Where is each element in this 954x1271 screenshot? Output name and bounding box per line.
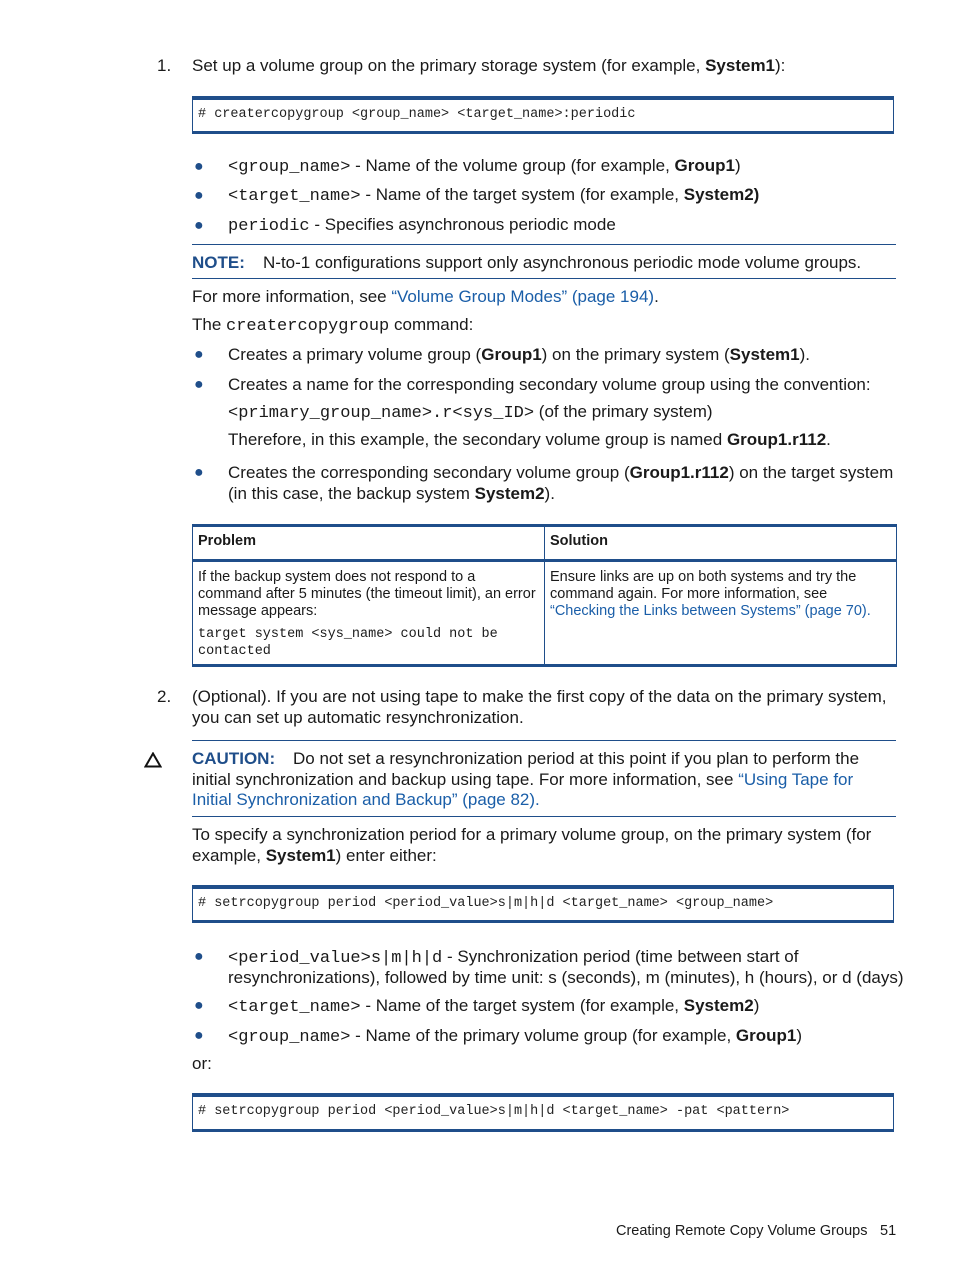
bold: Group1.r112 bbox=[629, 463, 729, 482]
text: ). bbox=[799, 345, 810, 364]
code-block-setrcopygroup: # setrcopygroup period <period_value>s|m|h|d <target_name> <group_name> bbox=[192, 885, 894, 923]
bullet-period-value bbox=[228, 947, 798, 968]
bullet-tail: ) bbox=[734, 156, 741, 175]
caution-line3 bbox=[192, 790, 540, 810]
convention-code: <primary_group_name>.r<sys_ID> bbox=[228, 404, 535, 423]
text: Creates a primary volume group ( bbox=[228, 345, 482, 364]
bullet-bold: Group1 bbox=[674, 156, 735, 175]
text: ) on the target system bbox=[728, 463, 894, 482]
bold: System1 bbox=[729, 345, 800, 364]
solution-text bbox=[550, 569, 891, 620]
the-command bbox=[192, 315, 473, 336]
caution-label: CAUTION: bbox=[192, 749, 276, 768]
table-header-problem: Problem bbox=[193, 526, 545, 561]
bullet-code: <target_name> bbox=[228, 998, 361, 1017]
step-2-number: 2. bbox=[157, 687, 172, 706]
volume-group-modes-link[interactable]: “Volume Group Modes” (page 194) bbox=[391, 287, 655, 306]
more-info-prefix: For more information, see bbox=[192, 287, 392, 306]
bullet-dot: ● bbox=[194, 346, 204, 363]
bold: System1 bbox=[265, 846, 336, 865]
step-1-bold: System1 bbox=[705, 56, 776, 75]
bullet-dot: ● bbox=[194, 217, 204, 234]
bullet-creates-name: Creates a name for the corresponding secondary volume group using the convention: bbox=[228, 375, 871, 394]
note-text: N-to-1 configurations support only asynchronous periodic mode volume groups. bbox=[263, 253, 862, 272]
problem-code: target system <sys_name> could not be contacted bbox=[198, 627, 498, 659]
step-2-line1: (Optional). If you are not using tape to make the first copy of the data on the primary system, bbox=[192, 687, 887, 706]
bullet-dot: ● bbox=[194, 464, 204, 481]
more-info-suffix: . bbox=[654, 287, 659, 306]
bullet-dot: ● bbox=[194, 187, 204, 204]
bullet-code: <target_name> bbox=[228, 187, 361, 206]
bullet-dot: ● bbox=[194, 1027, 204, 1044]
bullet-dot: ● bbox=[194, 158, 204, 175]
table-header-row bbox=[193, 526, 897, 561]
more-info bbox=[192, 287, 659, 307]
therefore-line bbox=[228, 430, 831, 450]
bullet-target-name bbox=[228, 185, 759, 206]
step-1-text-b: ): bbox=[775, 56, 786, 75]
solution-tail: . bbox=[866, 603, 871, 619]
text: ) enter either: bbox=[335, 846, 437, 865]
using-tape-link-cont[interactable]: Initial Synchronization and Backup” (page 82) bbox=[192, 790, 536, 809]
specify-line1: To specify a synchronization period for a primary volume group, on the primary system (for bbox=[192, 825, 872, 844]
specify-line2 bbox=[192, 846, 437, 866]
bold: Group1.r112 bbox=[726, 430, 827, 449]
bullet-group-name-2 bbox=[228, 1026, 802, 1047]
step-2-line2: you can set up automatic resynchronization. bbox=[192, 708, 524, 727]
bullet-text: - Synchronization period (time between start of bbox=[442, 947, 799, 966]
text: Creates the corresponding secondary volume group ( bbox=[228, 463, 630, 482]
table-header-solution: Solution bbox=[545, 526, 897, 561]
or-label: or: bbox=[192, 1054, 212, 1073]
bullet-code: <group_name> bbox=[228, 158, 351, 177]
caution-bottom-rule bbox=[192, 816, 896, 817]
caution bbox=[192, 749, 275, 769]
text: ). bbox=[544, 484, 555, 503]
bullet-creates-secondary-line2 bbox=[228, 484, 555, 504]
caution-tail: . bbox=[535, 790, 540, 809]
bullet-text: - Name of the volume group (for example, bbox=[350, 156, 675, 175]
problem-solution-table bbox=[192, 524, 897, 667]
bullet-bold: System2 bbox=[683, 996, 754, 1015]
bullet-tail: ) bbox=[753, 996, 760, 1015]
note-bottom-rule bbox=[192, 278, 896, 279]
table-row bbox=[193, 561, 897, 666]
bold: Group1 bbox=[481, 345, 542, 364]
table-cell-problem bbox=[193, 561, 545, 666]
bullet-period-value-line2: resynchronizations), followed by time unit: s (seconds), m (minutes), h (hours), or d (days) bbox=[228, 968, 904, 987]
step-1-text-a: Set up a volume group on the primary storage system (for example, bbox=[192, 56, 706, 75]
checking-links-link[interactable]: “Checking the Links between Systems” (page 70) bbox=[550, 603, 867, 619]
convention-tail: (of the primary system) bbox=[534, 402, 713, 421]
page-number: 51 bbox=[880, 1223, 897, 1239]
note-label: NOTE: bbox=[192, 253, 245, 272]
text: initial synchronization and backup using tape. For more information, see bbox=[192, 770, 739, 789]
text: ) on the primary system ( bbox=[541, 345, 730, 364]
code-block-setrcopygroup-pattern: # setrcopygroup period <period_value>s|m|h|d <target_name> -pat <pattern> bbox=[192, 1093, 894, 1132]
bullet-text: - Name of the target system (for example, bbox=[360, 185, 684, 204]
step-1-text bbox=[192, 56, 785, 76]
convention-line bbox=[228, 402, 713, 423]
bullet-code: periodic bbox=[228, 217, 310, 236]
bold: System2 bbox=[474, 484, 545, 503]
bullet-bold: Group1 bbox=[735, 1026, 797, 1045]
the-cmd-suffix: command: bbox=[389, 315, 474, 334]
bullet-dot: ● bbox=[194, 948, 204, 965]
bullet-dot: ● bbox=[194, 376, 204, 393]
table-cell-solution bbox=[545, 561, 897, 666]
footer-title: Creating Remote Copy Volume Groups bbox=[616, 1223, 868, 1239]
bullet-tail: ) bbox=[796, 1026, 803, 1045]
note-top-rule bbox=[192, 244, 896, 245]
bullet-creates-secondary bbox=[228, 463, 893, 483]
step-1-number: 1. bbox=[157, 56, 172, 75]
caution-line1: Do not set a resynchronization period at this point if you plan to perform the bbox=[293, 749, 860, 768]
bullet-dot: ● bbox=[194, 997, 204, 1014]
bullet-bold: System2) bbox=[683, 185, 760, 204]
the-cmd-code: creatercopygroup bbox=[226, 317, 390, 336]
bullet-creates-primary bbox=[228, 345, 810, 365]
text: . bbox=[826, 430, 831, 449]
note bbox=[192, 253, 245, 273]
text: example, bbox=[192, 846, 266, 865]
bullet-code: <period_value>s|m|h|d bbox=[228, 949, 443, 968]
code-block-create: # creatercopygroup <group_name> <target_name>:periodic bbox=[192, 96, 894, 134]
solution-text-body: Ensure links are up on both systems and try the command again. For more information, see bbox=[550, 569, 857, 602]
bullet-text: - Name of the target system (for example, bbox=[360, 996, 684, 1015]
bullet-target-name-2 bbox=[228, 996, 759, 1017]
text: (in this case, the backup system bbox=[228, 484, 475, 503]
the-cmd-prefix: The bbox=[192, 315, 227, 334]
bullet-text: - Specifies asynchronous periodic mode bbox=[309, 215, 616, 234]
text: Therefore, in this example, the secondary volume group is named bbox=[228, 430, 727, 449]
problem-text: If the backup system does not respond to a command after 5 minutes (the timeout limit), an error message appears: bbox=[198, 569, 536, 619]
bullet-code: <group_name> bbox=[228, 1028, 351, 1047]
bullet-periodic bbox=[228, 215, 616, 236]
caution-top-rule bbox=[192, 740, 896, 741]
caution-icon bbox=[144, 752, 162, 768]
bullet-text: - Name of the primary volume group (for example, bbox=[350, 1026, 736, 1045]
caution-line2 bbox=[192, 770, 853, 790]
bullet-group-name bbox=[228, 156, 741, 177]
using-tape-link[interactable]: “Using Tape for bbox=[738, 770, 854, 789]
